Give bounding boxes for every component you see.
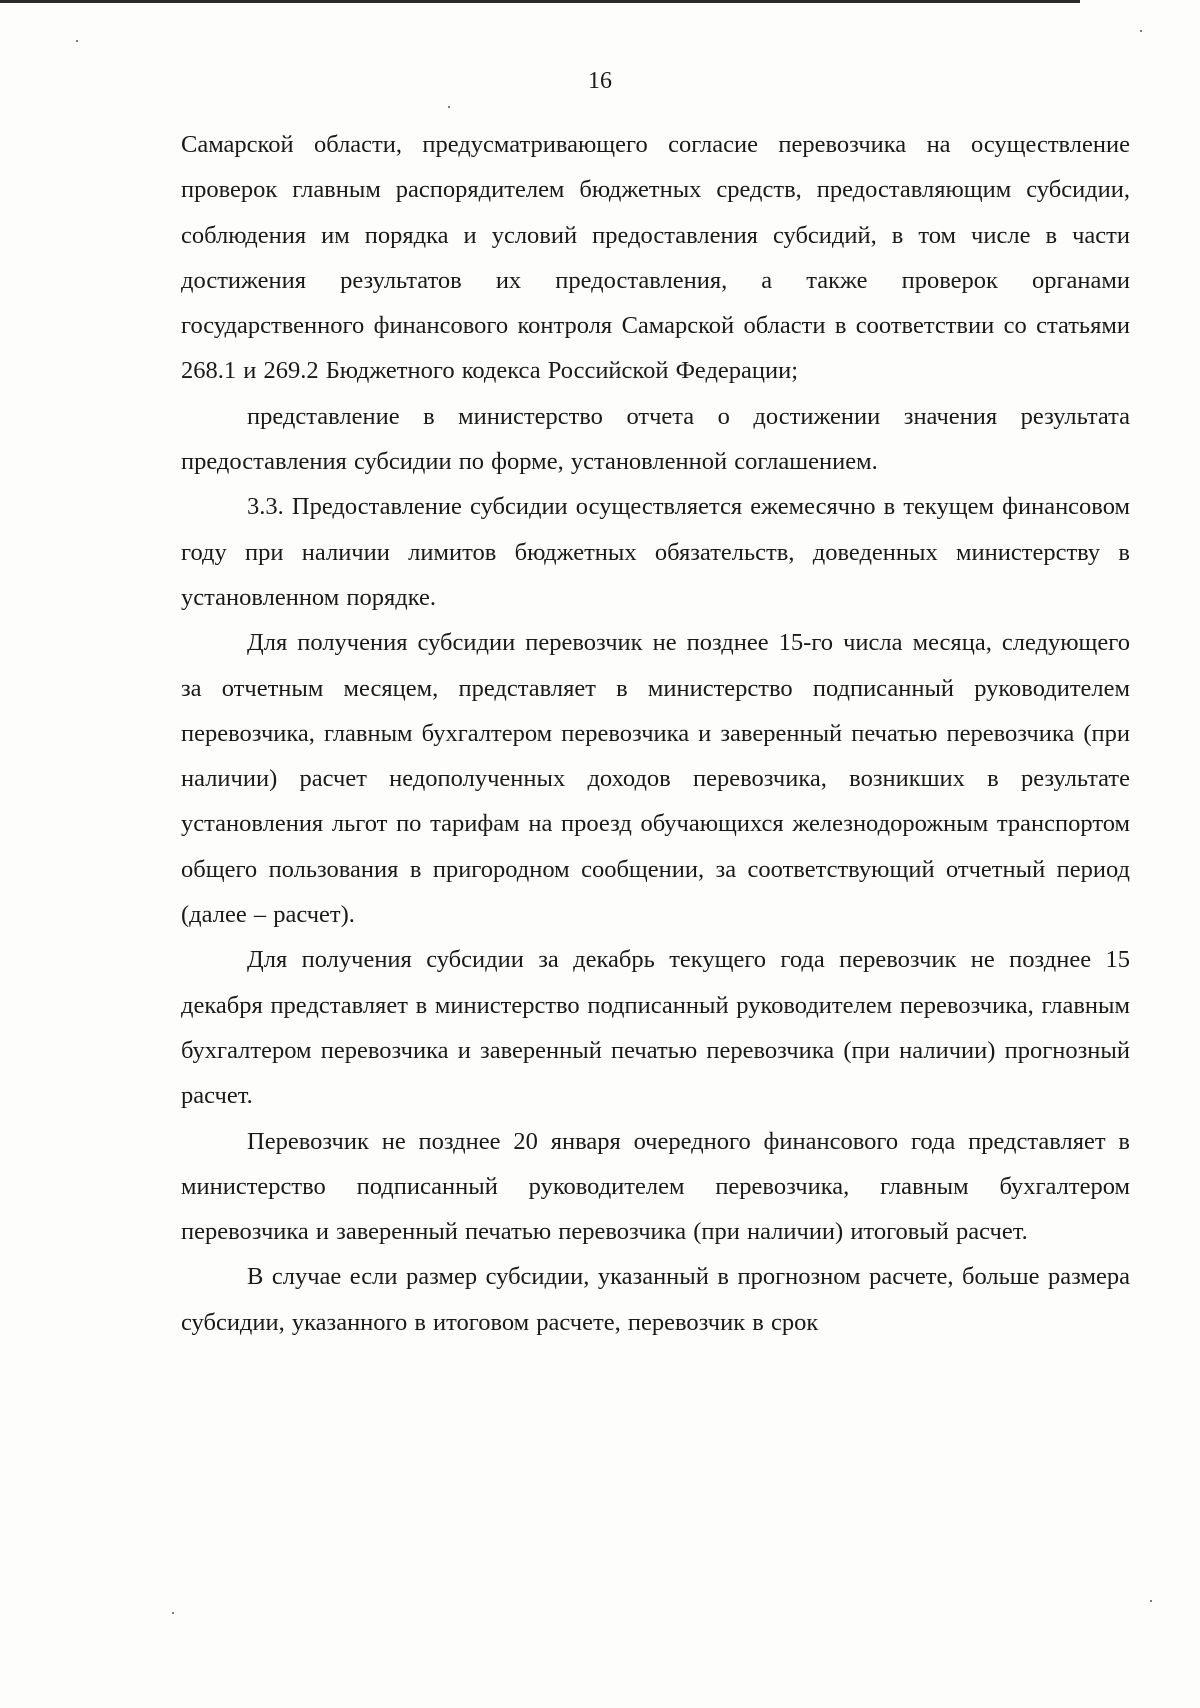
paragraph: представление в министерство отчета о достижении значения результата предоставления субсидии по форме, установленной соглашением. (181, 402, 1130, 476)
scan-speck (76, 40, 78, 42)
scan-speck (1140, 30, 1142, 32)
paragraph: Перевозчик не позднее 20 января очередного финансового года представляет в министерство подписанный руководителем перевозчика, главным бухгалтером перевозчика и заверенный печатью перевозчика (при наличии) итоговый расчет. (181, 1127, 1130, 1246)
scan-speck (448, 106, 450, 108)
body-text (181, 122, 1130, 1345)
paragraph: Для получения субсидии перевозчик не позднее 15-го числа месяца, следующего за отчетным месяцем, представляет в министерство подписанный руководителем перевозчика, главным бухгалтером перевозчика и заверенный печатью перевозчика (при наличии) расчет недополученных доходов перевозчика, возникших в результате установления льгот по тарифам на проезд обучающихся железнодорожным транспортом общего пользования в пригородном сообщении, за соответствующий отчетный период (далее – расчет). (181, 629, 1130, 929)
page-number: 16 (588, 68, 612, 94)
scan-speck (172, 1612, 174, 1614)
scan-speck (1150, 1600, 1152, 1602)
paragraph: В случае если размер субсидии, указанный в прогнозном расчете, больше размера субсидии, указанного в итоговом расчете, перевозчик в срок (181, 1263, 1130, 1336)
paragraph: Для получения субсидии за декабрь текущего года перевозчик не позднее 15 декабря представляет в министерство подписанный руководителем перевозчика, главным бухгалтером перевозчика и заверенный печатью перевозчика (при наличии) прогнозный расчет. (181, 946, 1130, 1110)
paragraph: Самарской области, предусматривающего согласие перевозчика на осуществление проверок главным распорядителем бюджетных средств, предоставляющим субсидии, соблюдения им порядка и условий предоставления субсидий, в том числе в части достижения результатов их предоставления, а также проверок органами государственного финансового контроля Самарской области в соответствии со статьями 268.1 и 269.2 Бюджетного кодекса Российской Федерации; (181, 131, 1130, 385)
paragraph: 3.3. Предоставление субсидии осуществляется ежемесячно в текущем финансовом году при наличии лимитов бюджетных обязательств, доведенных министерству в установленном порядке. (181, 493, 1130, 611)
scan-top-edge (0, 0, 1080, 3)
